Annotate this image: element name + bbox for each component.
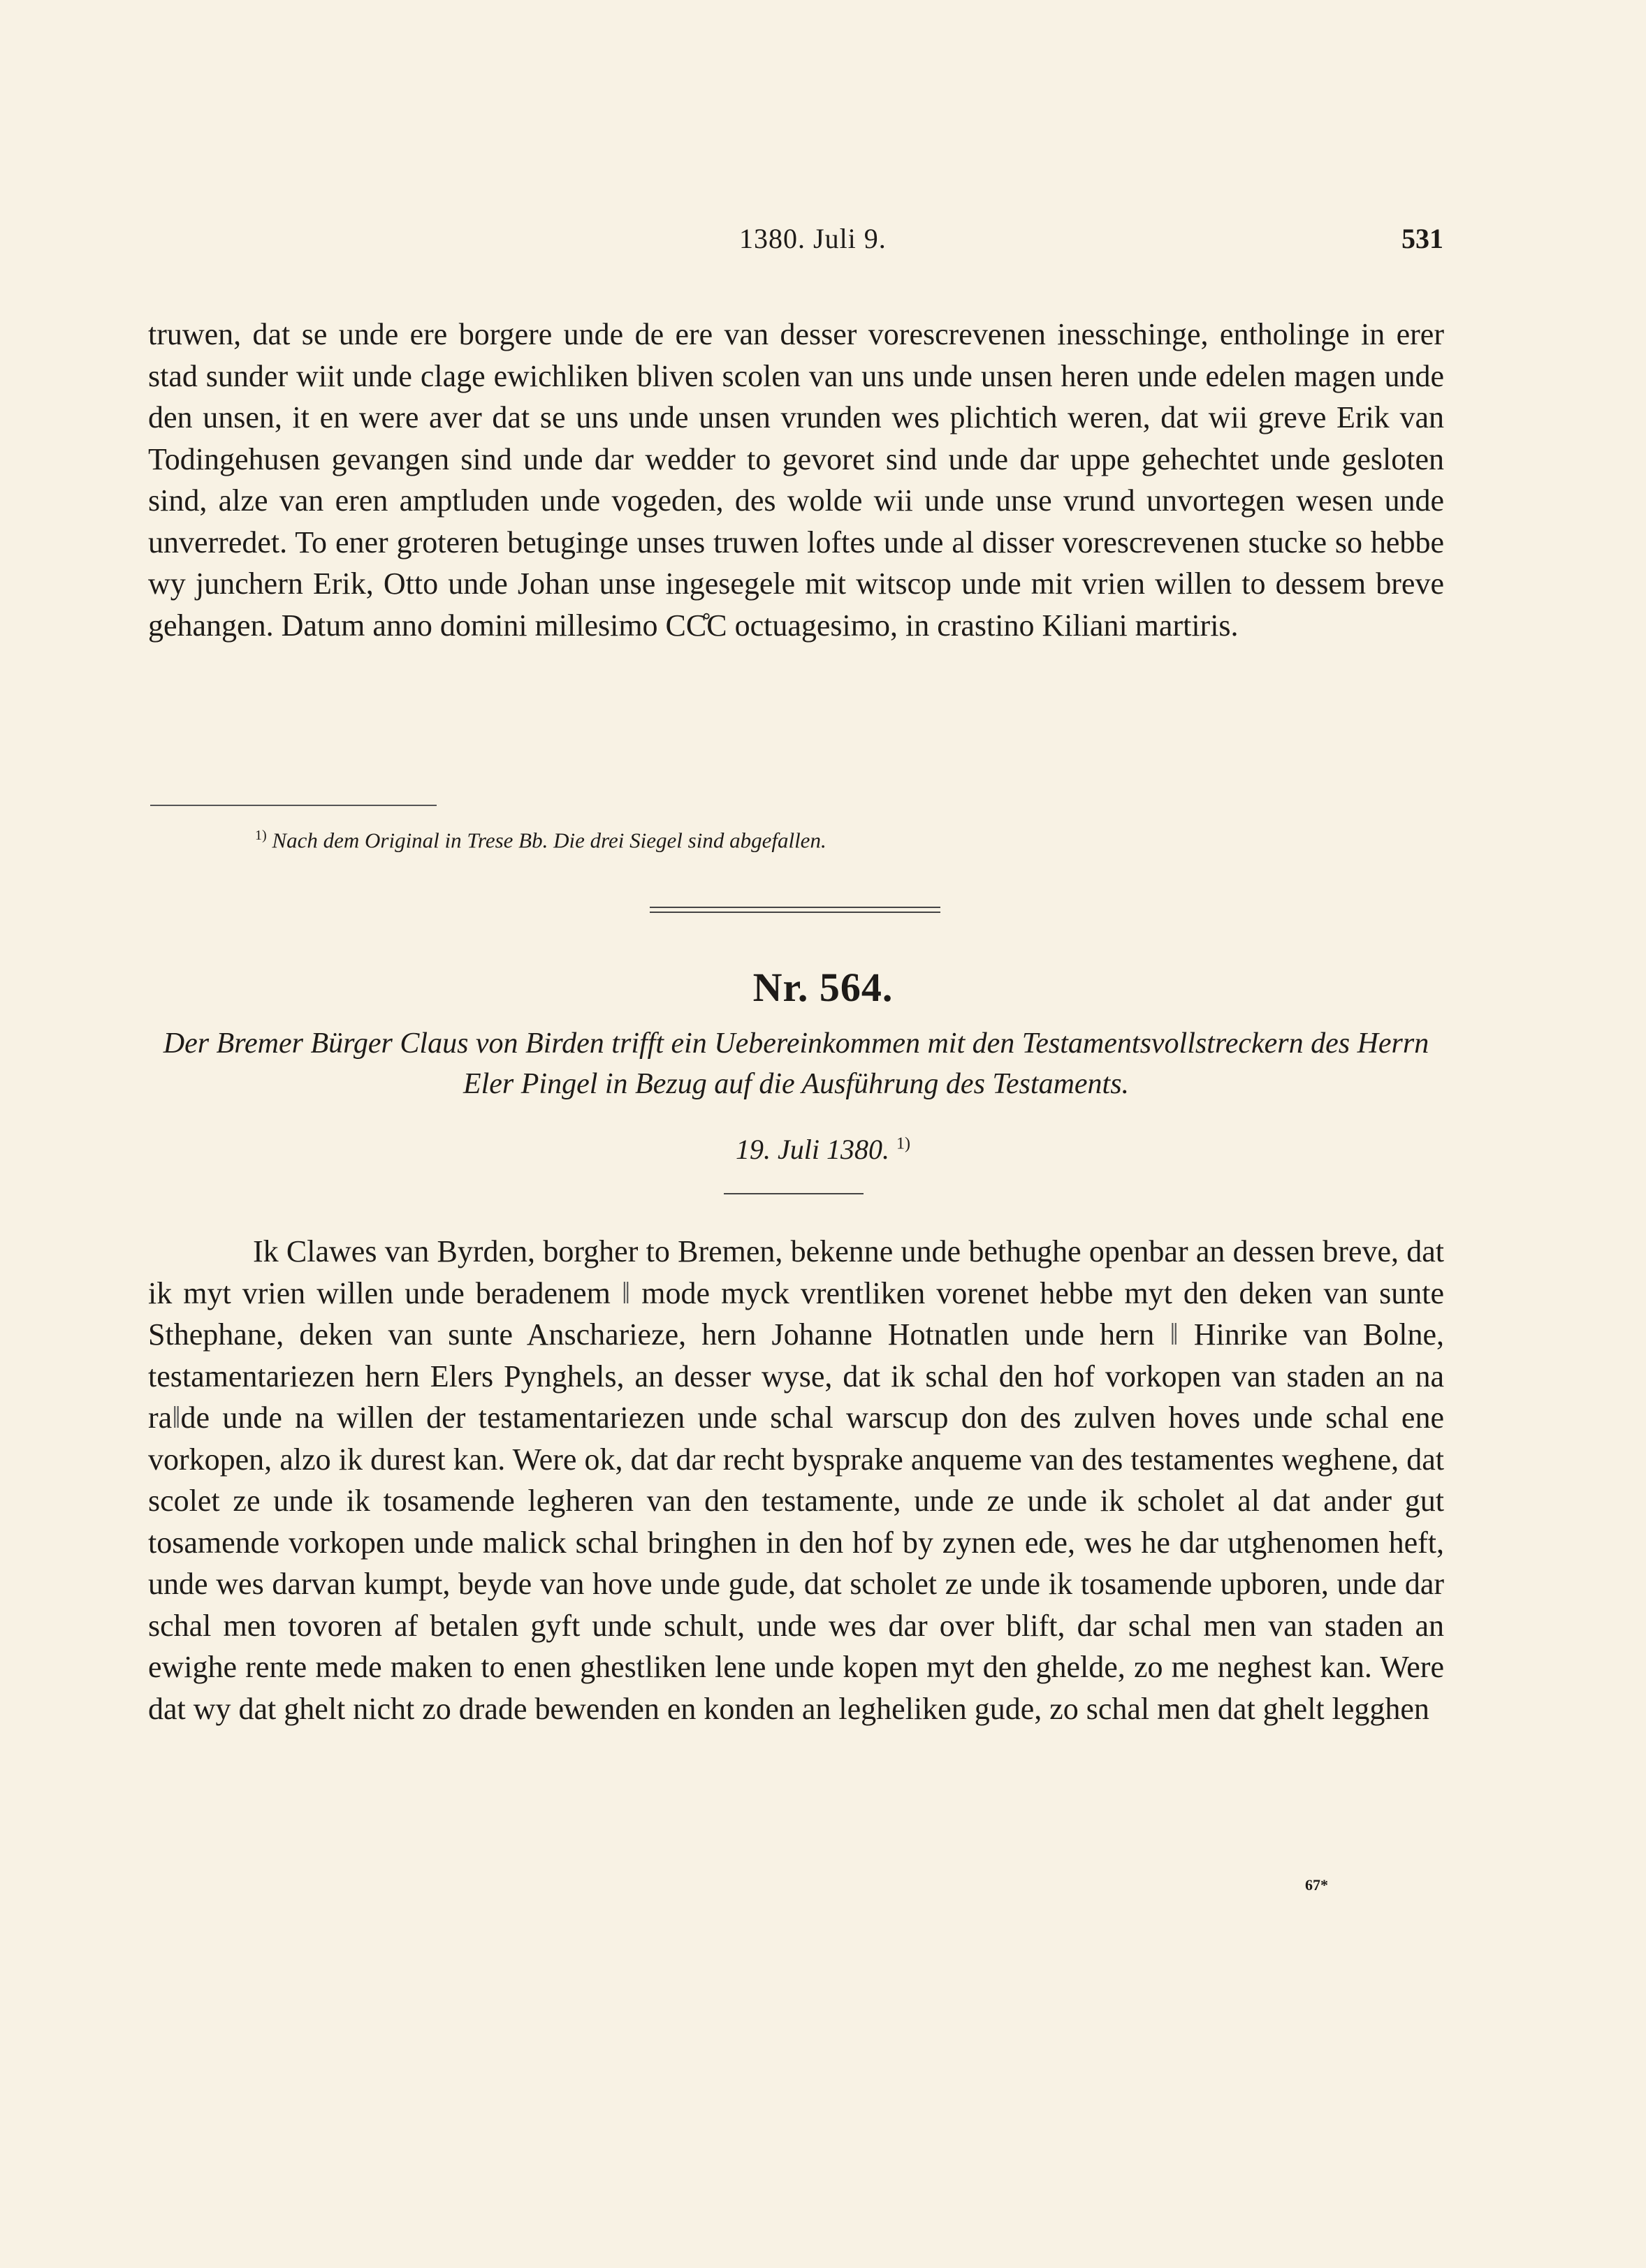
body-part-3: Hinrike van Bolne, testamentariezen hern Elers Pynghels, an desser wyse, dat ik schal den hof vorkopen van staden an na ra (148, 1317, 1445, 1435)
line-break-marker: ‖ (1170, 1317, 1179, 1352)
body-part-2: mode myck vrentliken vorenet hebbe myt den deken van sunte Sthephane, deken van sunte Anscharieze, hern Johanne Hotnatlen unde hern (148, 1275, 1444, 1352)
body-part-4: de unde na willen der testamentariezen unde schal warscup don des zulven hoves unde schal ene vorkopen, alzo ik durest kan. Were ok, dat dar recht bysprake anqueme van des testamentes weghene, dat scolet ze unde ik tosamende legheren van den testamente, unde ze unde ik scholet al dat ander gut tosamende vorkopen unde malick schal bringhen in den hof by zynen ede, wes he dar utghenomen heft, unde wes darvan kumpt, beyde van hove unde gude, dat scholet ze unde ik tosamende upboren, unde dar schal men tovoren af betalen gyft unde schult, unde wes dar over blift, dar schal men van staden an ewighe rente mede maken to enen ghestliken lene unde kopen myt den ghelde, zo me neghest kan. Were dat wy dat ghelt nicht zo drade bewenden en konden an legheliken gude, zo schal men dat ghelt legghen (148, 1400, 1444, 1726)
footnote-marker: 1) (255, 828, 267, 843)
body-part-1: Ik Clawes van Byrden, borgher to Bremen, bekenne unde bethughe openbar an dessen breve, dat ik myt vrien willen unde beradenem (148, 1234, 1444, 1310)
line-break-marker: ‖ (172, 1400, 181, 1435)
footnote-text: Nach dem Original in Trese Bb. Die drei Siegel sind abgefallen. (272, 828, 826, 853)
title-rule (724, 1193, 864, 1194)
running-head-date: 1380. Juli 9. (739, 223, 887, 254)
footnote (255, 828, 826, 853)
section-divider (650, 907, 940, 913)
continued-document-text: truwen, dat se unde ere borgere unde de ere van desser vorescrevenen inesschinge, entholinge in erer stad sunder wiit unde clage ewichliken bliven scolen van uns unde unsen heren unde edelen magen unde den unsen, it en were aver dat se uns unde unsen vrunden wes plichtich weren, dat wii greve Erik van Todingehusen gevangen sind unde dar wedder to gevoret sind unde dar uppe gehechtet unde gesloten sind, alze van eren amptluden unde vogeden, des wolde wii unde unse vrund unvortegen wesen unde unverredet. To ener groteren betuginge unses truwen loftes unde al disser vorescrevenen stucke so hebbe wy junchern Erik, Otto unde Johan unse ingesegele mit witscop unde mit vrien willen to dessem breve gehangen. Datum anno domini millesimo CC̊C octuagesimo, in crastino Kiliani martiris. (148, 317, 1444, 643)
document-body-text (148, 1231, 1444, 1729)
footnote-rule (150, 805, 437, 806)
document-date (0, 1133, 1646, 1166)
signature-mark: 67* (1305, 1876, 1328, 1894)
document-regest: Der Bremer Bürger Claus von Birden trifft ein Uebereinkommen mit den Testamentsvollstreckern des Herrn Eler Pingel in Bezug auf die Ausführung des Testaments. (163, 1027, 1429, 1100)
running-head (739, 222, 1443, 255)
page-number: 531 (1401, 223, 1443, 254)
document-number: Nr. 564. (752, 965, 894, 1010)
line-break-marker: ‖ (621, 1275, 631, 1310)
date-footnote-marker: 1) (896, 1134, 910, 1153)
document-date-text: 19. Juli 1380. (736, 1134, 889, 1165)
